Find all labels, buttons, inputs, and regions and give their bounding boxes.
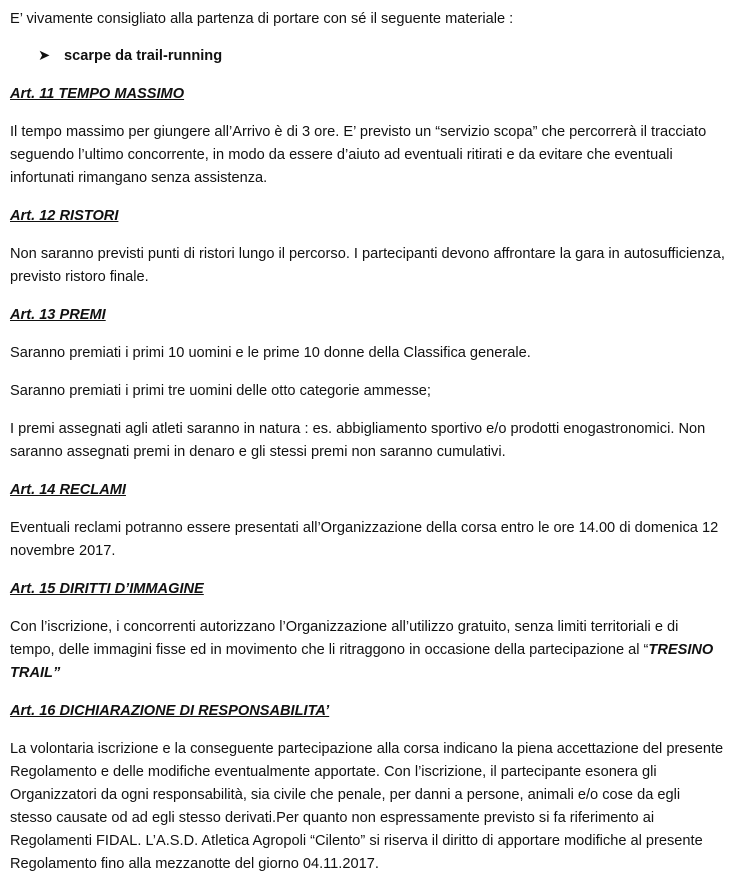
bullet-item-text: scarpe da trail-running — [64, 48, 223, 64]
art12-heading: Art. 12 RISTORI — [10, 208, 119, 224]
art14-heading: Art. 14 RECLAMI — [10, 482, 126, 498]
art13-heading: Art. 13 PREMI — [10, 307, 106, 323]
art15-heading: Art. 15 DIRITTI D’IMMAGINE — [10, 581, 204, 597]
art16-text: La volontaria iscrizione e la conseguente partecipazione alla corsa indicano la piena accettazione del presente Regolamento e delle modifiche eventualmente apportate. Con l’iscrizione, il partecipante esonera gli Organizzatori da ogni responsabilità, sia civile che penale, per danni a persone, animali e/o cose da egli stesso causate od ad egli stesso derivati.Per quanto non espressamente previsto si fa riferimento ai Regolamenti FIDAL. L’A.S.D. Atletica Agropoli “Cilento” si riserva il diritto di apportare modifiche al presente Regolamento fino alla mezzanotte del giorno 04.11.2017. — [10, 741, 724, 872]
art15-paragraph — [10, 616, 726, 685]
art16-heading: Art. 16 DICHIARAZIONE DI RESPONSABILITA’ — [10, 703, 330, 719]
intro-text: E’ vivamente consigliato alla partenza di portare con sé il seguente materiale : — [10, 11, 514, 27]
bullet-list-item — [38, 45, 726, 68]
arrow-bullet-icon: ➤ — [38, 48, 51, 64]
event-name: TRESINO TRAIL” — [10, 642, 714, 681]
art11-text: Il tempo massimo per giungere all’Arrivo è di 3 ore. E’ previsto un “servizio scopa” che percorrerà il tracciato seguendo l’ultimo concorrente, in modo da essere d’aiuto ad eventuali ritirati e da evitare che eventuali infortunati rimangano senza assistenza. — [10, 124, 707, 186]
art13-text-2: Saranno premiati i primi tre uomini delle otto categorie ammesse; — [10, 383, 431, 399]
art11-heading: Art. 11 TEMPO MASSIMO — [10, 86, 185, 102]
art12-text: Non saranno previsti punti di ristori lungo il percorso. I partecipanti devono affrontare la gara in autosufficienza, previsto ristoro finale. — [10, 246, 725, 285]
art13-text-1: Saranno premiati i primi 10 uomini e le prime 10 donne della Classifica generale. — [10, 345, 531, 361]
art15-text: Con l’iscrizione, i concorrenti autorizzano l’Organizzazione all’utilizzo gratuito, senza limiti territoriali e di tempo, delle immagini fisse ed in movimento che li ritraggono in occasione della partecipazione al “ — [10, 619, 679, 658]
art14-text: Eventuali reclami potranno essere presentati all’Organizzazione della corsa entro le ore 14.00 di domenica 12 novembre 2017. — [10, 520, 719, 559]
art13-text-3: I premi assegnati agli atleti saranno in natura : es. abbigliamento sportivo e/o prodotti enogastronomici. Non saranno assegnati premi in denaro e gli stessi premi non saranno cumulativi. — [10, 421, 706, 460]
